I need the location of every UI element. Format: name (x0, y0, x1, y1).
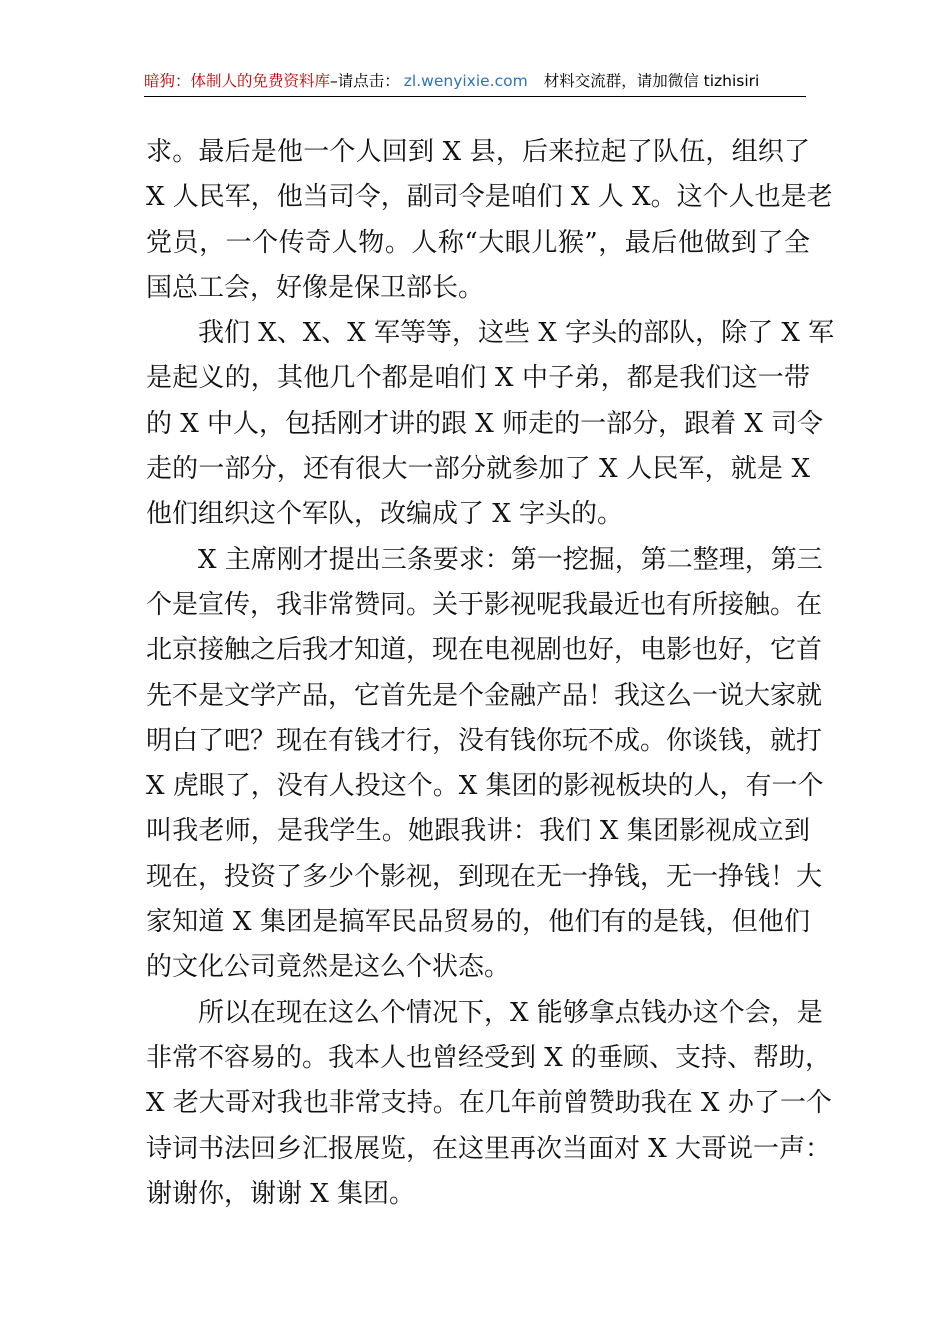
text-line: 谢谢你，谢谢 X 集团。 (146, 1178, 416, 1209)
text-line: X 主席刚才提出三条要求：第一挖掘，第二整理，第三 (146, 544, 823, 575)
text-line: X 虎眼了，没有人投这个。X 集团的影视板块的人，有一个 (146, 771, 824, 802)
paragraph-3 (146, 538, 824, 991)
text-line: X 老大哥对我也非常支持。在几年前曾赞助我在 X 办了一个 (146, 1088, 832, 1119)
header-brand: 暗狗：体制人的免费资料库 (144, 72, 331, 90)
header-group-note: 材料交流群，请加微信 tizhisiri (543, 72, 760, 90)
text-line: 是起义的，其他几个都是咱们 X 中子弟，都是我们这一带 (146, 363, 810, 394)
text-line: X 人民军，他当司令，副司令是咱们 X 人 X。这个人也是老 (146, 182, 833, 213)
paragraph-1 (146, 130, 833, 311)
text-line: 他们组织这个军队，改编成了 X 字头的。 (146, 499, 624, 530)
paragraph-2 (146, 311, 835, 537)
text-line: 叫我老师，是我学生。她跟我讲：我们 X 集团影视成立到 (146, 816, 810, 847)
page-header (144, 66, 806, 97)
text-line: 党员，一个传奇人物。人称“大眼儿猴”，最后他做到了全 (146, 227, 810, 258)
text-line: 求。最后是他一个人回到 X 县，后来拉起了队伍，组织了 (146, 137, 810, 167)
header-click-prefix: –请点击： (330, 72, 400, 90)
text-line: 北京接触之后我才知道，现在电视剧也好，电影也好，它首 (146, 635, 823, 666)
paragraph-4 (146, 991, 832, 1217)
text-line: 家知道 X 集团是搞军民品贸易的，他们有的是钱，但他们 (146, 907, 810, 938)
text-line: 所以在现在这么个情况下，X 能够拿点钱办这个会，是 (146, 997, 823, 1028)
document-body (146, 130, 835, 1217)
text-line: 诗词书法回乡汇报展览，在这里再次当面对 X 大哥说一声： (146, 1133, 832, 1164)
text-line: 明白了吧？现在有钱才行，没有钱你玩不成。你谈钱，就打 (146, 725, 823, 756)
text-line: 我们 X、X、X 军等等，这些 X 字头的部队，除了 X 军 (146, 318, 835, 349)
text-line: 国总工会，好像是保卫部长。 (146, 272, 485, 303)
text-line: 非常不容易的。我本人也曾经受到 X 的垂顾、支持、帮助， (146, 1042, 832, 1073)
text-line: 个是宣传，我非常赞同。关于影视呢我最近也有所接触。在 (146, 589, 823, 620)
text-line: 的文化公司竟然是这么个状态。 (146, 952, 511, 983)
text-line: 的 X 中人，包括刚才讲的跟 X 师走的一部分，跟着 X 司令 (146, 408, 824, 439)
text-line: 先不是文学产品，它首先是个金融产品！我这么一说大家就 (146, 680, 823, 711)
header-url-link[interactable]: zl.wenyixie.com (403, 72, 528, 90)
text-line: 现在，投资了多少个影视，到现在无一挣钱，无一挣钱！大 (146, 861, 823, 892)
text-line: 走的一部分，还有很大一部分就参加了 X 人民军，就是 X (146, 454, 810, 485)
